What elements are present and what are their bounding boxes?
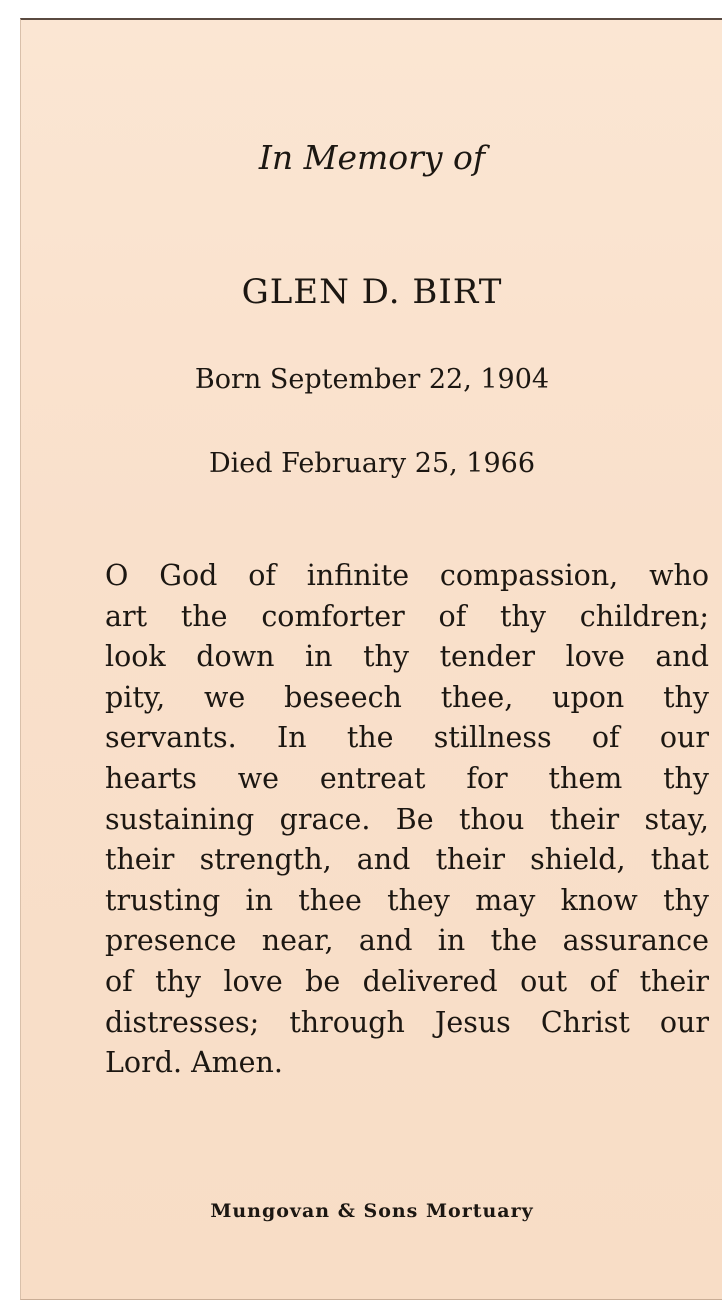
prayer-text — [105, 556, 709, 1084]
prayer-line: servants. In the stillness of our — [105, 721, 709, 755]
prayer-line: their strength, and their shield, that — [105, 843, 709, 877]
birth-date: Born September 22, 1904 — [194, 364, 550, 395]
prayer-line: presence near, and in the assurance — [105, 924, 709, 958]
prayer-line: of thy love be delivered out of their — [105, 964, 709, 998]
prayer-line: Lord. Amen. — [105, 1046, 283, 1080]
prayer-line: art the comforter of thy children; — [105, 599, 709, 633]
prayer-line: distresses; through Jesus Christ our — [105, 1005, 709, 1039]
prayer-line: O God of infinite compassion, who — [105, 559, 709, 592]
deceased-name: GLEN D. BIRT — [241, 272, 503, 312]
memorial-card — [20, 18, 722, 1300]
prayer-line: hearts we entreat for them thy — [105, 761, 709, 795]
prayer-line: look down in thy tender love and — [105, 640, 709, 674]
mortuary-name: Mungovan & Sons Mortuary — [210, 1200, 534, 1222]
memorial-heading: In Memory of — [258, 138, 486, 177]
death-date: Died February 25, 1966 — [208, 448, 536, 479]
prayer-line: sustaining grace. Be thou their stay, — [105, 802, 709, 836]
prayer-line: trusting in thee they may know thy — [105, 883, 709, 917]
prayer-line: pity, we beseech thee, upon thy — [105, 680, 709, 714]
